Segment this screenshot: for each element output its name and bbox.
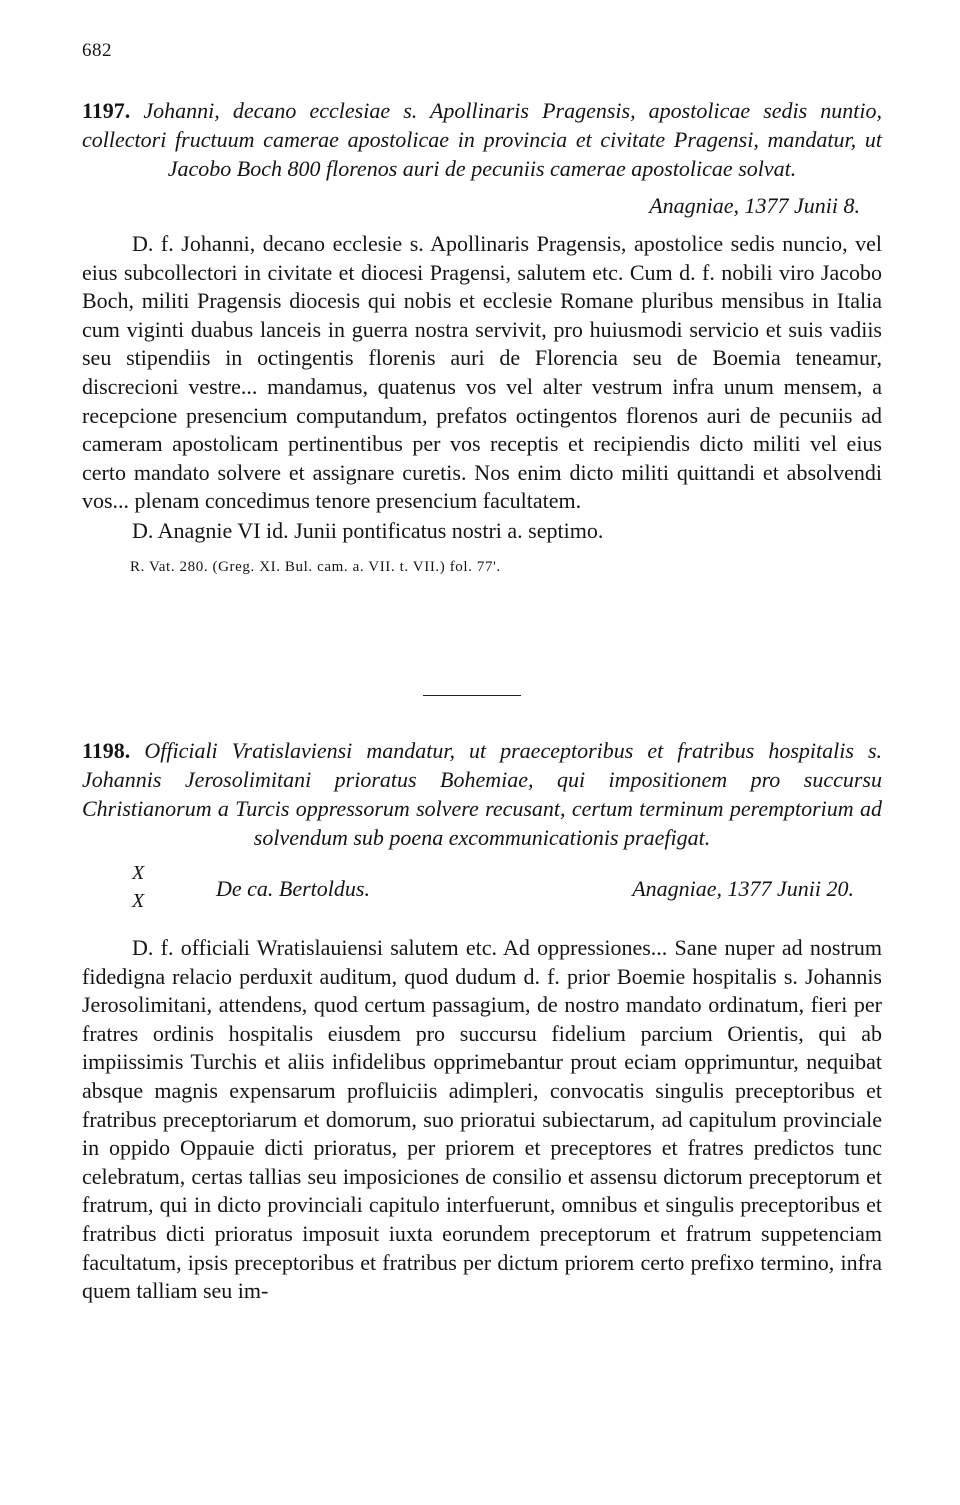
scribe-note: De ca. Bertoldus. [216,876,370,901]
entry-regest [82,736,882,852]
entry-1198 [82,736,882,1306]
entry-regest [82,96,882,183]
letter-closing: D. Anagnie VI id. Junii pontificatus nostri a. septimo. [132,517,604,543]
entry-number: 1197. [82,98,131,123]
registry-mark-top: X [132,862,145,884]
entry-number: 1198. [82,738,131,763]
source-reference: R. Vat. 280. (Greg. XI. Bul. cam. a. VII. t. VII.) fol. 77'. [130,558,501,575]
page-number: 682 [82,40,112,61]
regest-text: Officiali Vratislaviensi mandatur, ut praeceptoribus et fratribus hospitalis s. Johannis Jerosolimitani prioratus Bohemiae, qui impositionem pro succursu Christianorum a Turcis oppressorum solvere recusant, certum terminum peremptorium ad solvendum sub poena excommunicationis praefigat. [82,738,882,850]
place-date: Anagniae, 1377 Junii 20. [632,876,854,901]
meta-row [82,862,882,924]
letter-body [82,934,882,1306]
entry-1197 [82,96,882,576]
letter-text: D. f. officiali Wratislauiensi salutem etc. Ad oppressiones... Sane nuper ad nostrum fidedigna relacio perduxit auditum, quod dudum d. f. prior Boemie hospitalis s. Johannis Jerosolimitani, attendens, quod certum passagium, de nostro mandato ordinatum, fieri per fratres ordinis hospitalis eiusdem pro succursu fidelium parcium Orientis, qui ab impiissimis Turchis et aliis infidelibus opprimebantur prout eciam opprimuntur, nequibat absque magnis expensarum profluiciis adimpleri, convocatis singulis preceptoribus et fratribus preceptoriarum et domorum, suo prioratui subiectarum, ad capitulum provinciale in oppido Oppauie dicti prioratus, per priorem et preceptores et fratres predictos tunc celebratum, certas tallias seu imposiciones de consilio et assensu dictorum preceptorum et fratrum, qui in dicto provinciali capitulo interfuerunt, omnibus et singulis preceptoribus et fratribus dicti prioratus imposuit iuxta eorundem preceptorum et fratrum suppetenciam facultatum, ipsis preceptoribus et fratribus per dictum priorem certo prefixo termino, infra quem talliam seu im- [82,935,882,1304]
regest-text: Johanni, decano ecclesiae s. Apollinaris Pragensis, apostolicae sedis nuntio, collectori fructuum camerae apostolicae in provincia et civitate Pragensi, mandatur, ut Jacobo Boch 800 florenos auri de pecuniis camerae apostolicae solvat. [82,98,883,181]
letter-body [82,230,882,545]
registry-mark-bottom: X [132,890,145,912]
section-divider [423,695,521,696]
letter-text: D. f. Johanni, decano ecclesie s. Apollinaris Pragensis, apostolice sedis nuncio, vel eius subcollectori in civitate et diocesi Pragensi, salutem etc. Cum d. f. nobili viro Jacobo Boch, militi Pragensis diocesis qui nobis et ecclesie Romane pluribus mensibus in Italia cum viginti duabus lanceis in guerra nostra servivit, pro huiusmodi servicio et suis vadiis seu stipendiis in octingentis florenis auri de Florencia seu de Boemia teneamur, discrecioni vestre... mandamus, quatenus vos vel alter vestrum infra unum mensem, a recepcione presencium computandum, prefatos octingentos florenos auri de pecuniis ad cameram apostolicam pertinentibus per vos receptis et recipiendis dicto militi vel eius certo mandato solvere et assignare curetis. Nos enim dicto militi quittandi et absolvendi vos... plenam concedimus tenore presencium facultatem. [82,231,882,514]
place-date: Anagniae, 1377 Junii 8. [649,193,860,218]
